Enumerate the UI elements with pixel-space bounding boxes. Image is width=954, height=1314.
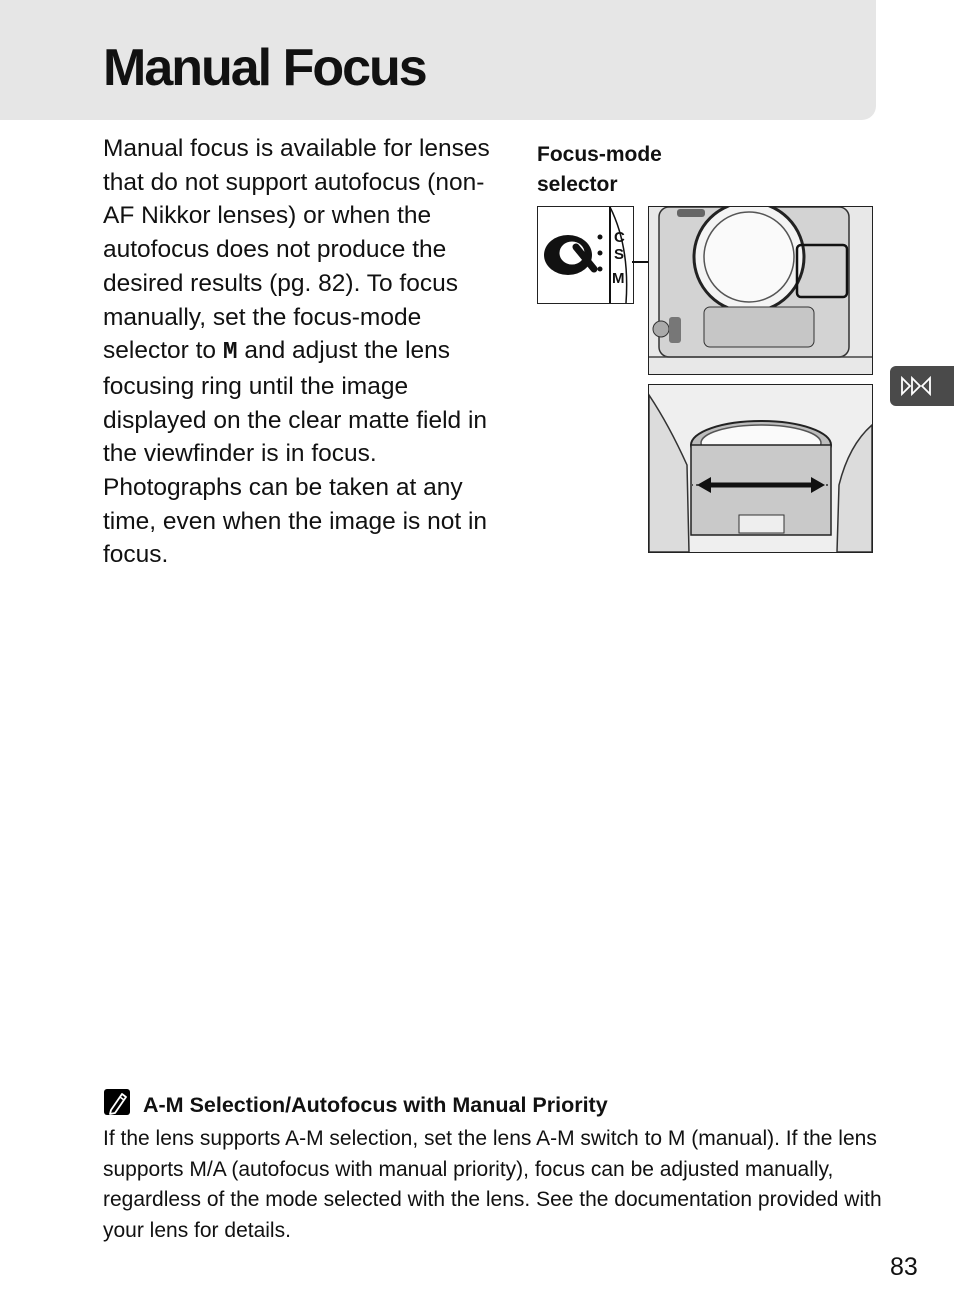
shooting-chapter-icon xyxy=(900,374,932,398)
body-text-part-2: and adjust the lens focusing ring until the image displayed on the clear matte field in the viewfinder is in focus. Photographs can be taken at any time, even when the image is not in focus. xyxy=(103,337,488,569)
callout-line-1: Focus-mode xyxy=(537,143,662,166)
chapter-tab xyxy=(890,366,954,406)
body-text-part-1: Manual focus is available for lenses that do not support autofocus (non-AF Nikkor lenses) or when the autofocus does not produce the desired results (pg. 82). To focus manually, set the focus-mode selector to xyxy=(103,135,490,365)
note-heading: A-M Selection/Autofocus with Manual Priority xyxy=(143,1093,608,1117)
lens-focusing-ring-illustration xyxy=(648,384,873,553)
dial-label-s: S xyxy=(614,246,625,263)
camera-front-illustration xyxy=(648,206,873,375)
focus-mode-selector-label xyxy=(537,140,737,200)
note-body: If the lens supports A-M selection, set the lens A-M switch to M (manual). If the lens supports M/A (autofocus with manual priority), focus can be adjusted manually, regardless of the mode selected with the lens. See the documentation provided with your lens for details. xyxy=(103,1127,882,1242)
mode-letter: M xyxy=(222,339,238,367)
main-body-text xyxy=(103,132,503,572)
pencil-note-icon xyxy=(104,1089,130,1115)
dial-label-m: M xyxy=(612,270,625,287)
focus-mode-selector-illustration xyxy=(537,206,634,304)
callout-line-2: selector xyxy=(537,173,618,196)
page-number: 83 xyxy=(890,1253,918,1281)
dial-label-c: C xyxy=(614,229,625,246)
page-title: Manual Focus xyxy=(103,39,426,97)
